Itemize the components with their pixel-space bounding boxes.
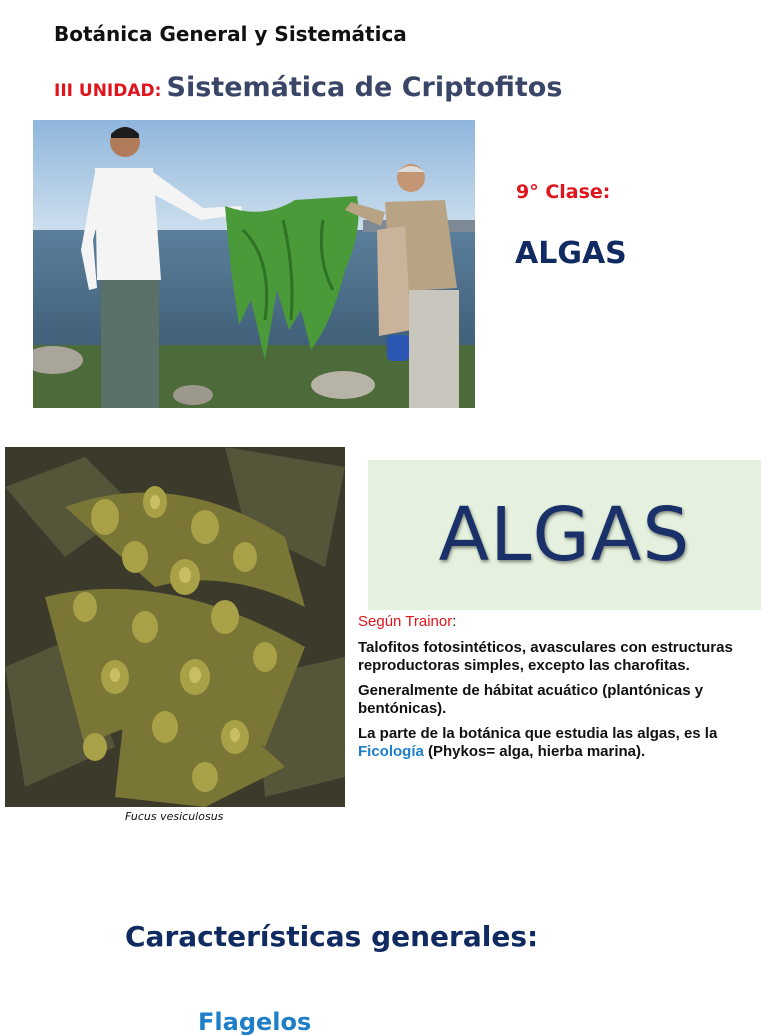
paragraph-3-end: (Phykos= alga, hierba marina). (423, 743, 646, 760)
definition-block (358, 613, 763, 768)
subsection-heading: Flagelos (198, 1008, 312, 1036)
class-number: 9° Clase: (516, 181, 611, 203)
section-heading: Características generales: (125, 920, 539, 953)
algas-banner-word: ALGAS (438, 492, 691, 578)
course-title: Botánica General y Sistemática (54, 22, 407, 46)
beach-seaweed-illustration (33, 120, 475, 408)
author-line (358, 613, 763, 631)
author-name: Según Trainor (358, 613, 453, 630)
definition-paragraph-3 (358, 725, 763, 761)
author-colon: : (452, 613, 457, 630)
fucus-photo (5, 447, 345, 807)
class-topic: ALGAS (515, 236, 627, 271)
definition-paragraph-1: Talofitos fotosintéticos, avasculares con estructuras reproductoras simples, excepto las charofitas. (358, 639, 733, 674)
algas-banner (368, 460, 761, 610)
unit-title: Sistemática de Criptofitos (166, 72, 563, 103)
unit-label: III UNIDAD: (54, 81, 162, 101)
fucus-caption: Fucus vesiculosus (125, 810, 224, 823)
beach-seaweed-photo (33, 120, 475, 408)
fucus-illustration (5, 447, 345, 807)
definition-paragraph-2: Generalmente de hábitat acuático (plantónicas y bentónicas). (358, 682, 704, 717)
paragraph-3-start: La parte de la botánica que estudia las algas, es la (358, 725, 718, 742)
unit-line (54, 72, 562, 103)
ficologia-term: Ficología (358, 743, 424, 760)
